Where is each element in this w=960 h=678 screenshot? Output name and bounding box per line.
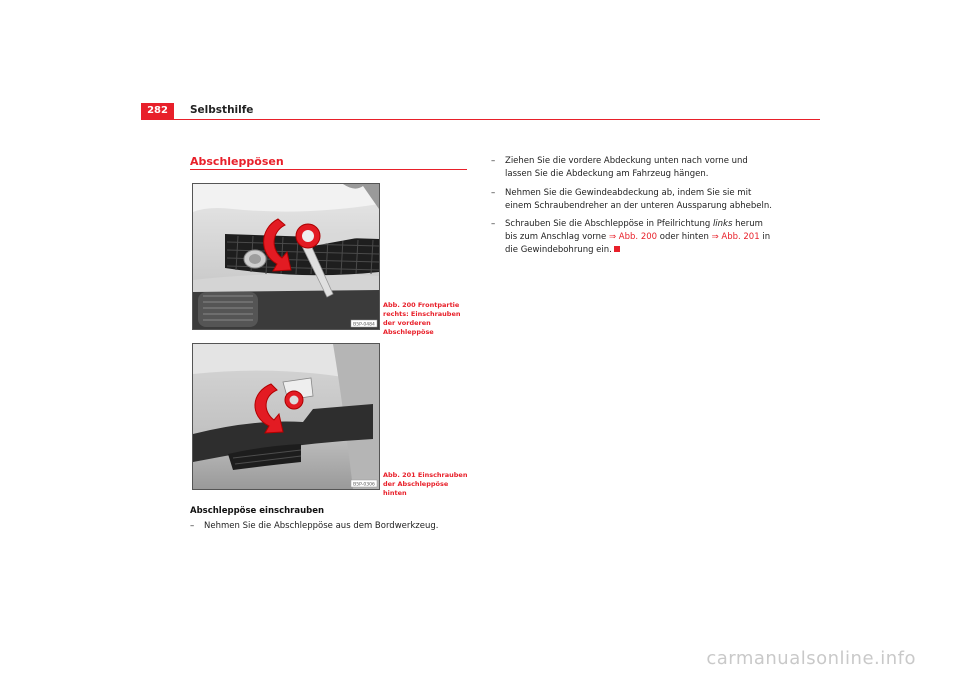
instruction-step: [491, 218, 776, 257]
page-number: 282: [141, 103, 174, 119]
step-text: [491, 218, 776, 257]
step-text: Nehmen Sie die Abschleppöse aus dem Bordwerkzeug.: [204, 521, 439, 531]
step-text-part: in die Gewindebohrung ein.: [505, 232, 771, 255]
watermark-text: carmanualsonline.info: [706, 648, 916, 669]
watermark: [0, 648, 960, 669]
step-dash: –: [491, 188, 496, 198]
header-title: Selbsthilfe: [190, 104, 254, 116]
step-dash: –: [491, 156, 496, 166]
figure-reference-link[interactable]: ⇒ Abb. 200: [608, 232, 658, 242]
step-text-part: oder hinten: [657, 232, 712, 242]
step-dash: –: [190, 521, 195, 531]
header-rule: [141, 119, 820, 120]
figure-code: B5P-0484: [353, 322, 375, 328]
instruction-step: [190, 520, 470, 533]
figure-rear-tow-eye: [192, 343, 380, 490]
step-dash: –: [491, 219, 496, 229]
section-rule: [190, 169, 467, 170]
figure-caption: Abb. 201 Einschrauben der Abschleppöse hinten: [383, 471, 468, 497]
step-emphasis: links: [712, 219, 733, 229]
step-text: Ziehen Sie die vordere Abdeckung unten nach vorne und lassen Sie die Abdeckung am Fahrzeug hängen.: [505, 156, 748, 179]
figure-code: B5P-0306: [353, 482, 375, 488]
step-text-part: Schrauben Sie die Abschleppöse in Pfeilrichtung: [505, 219, 713, 229]
step-text-part: herum bis zum Anschlag vorne: [505, 219, 763, 242]
instruction-step: [491, 187, 776, 213]
instruction-step: [491, 155, 776, 181]
figure-reference-link[interactable]: ⇒ Abb. 201: [711, 232, 760, 242]
subheading: Abschleppöse einschrauben: [190, 506, 325, 516]
figure-caption: Abb. 200 Frontpartie rechts: Einschrauben der vorderen Abschleppöse: [383, 301, 461, 336]
figure-front-tow-eye: [192, 183, 380, 330]
section-end-marker: [614, 246, 620, 252]
step-text: Nehmen Sie die Gewindeabdeckung ab, indem Sie sie mit einem Schraubendreher an der unteren Aussparung abhebeln.: [505, 188, 772, 211]
section-title: Abschleppösen: [190, 155, 284, 168]
